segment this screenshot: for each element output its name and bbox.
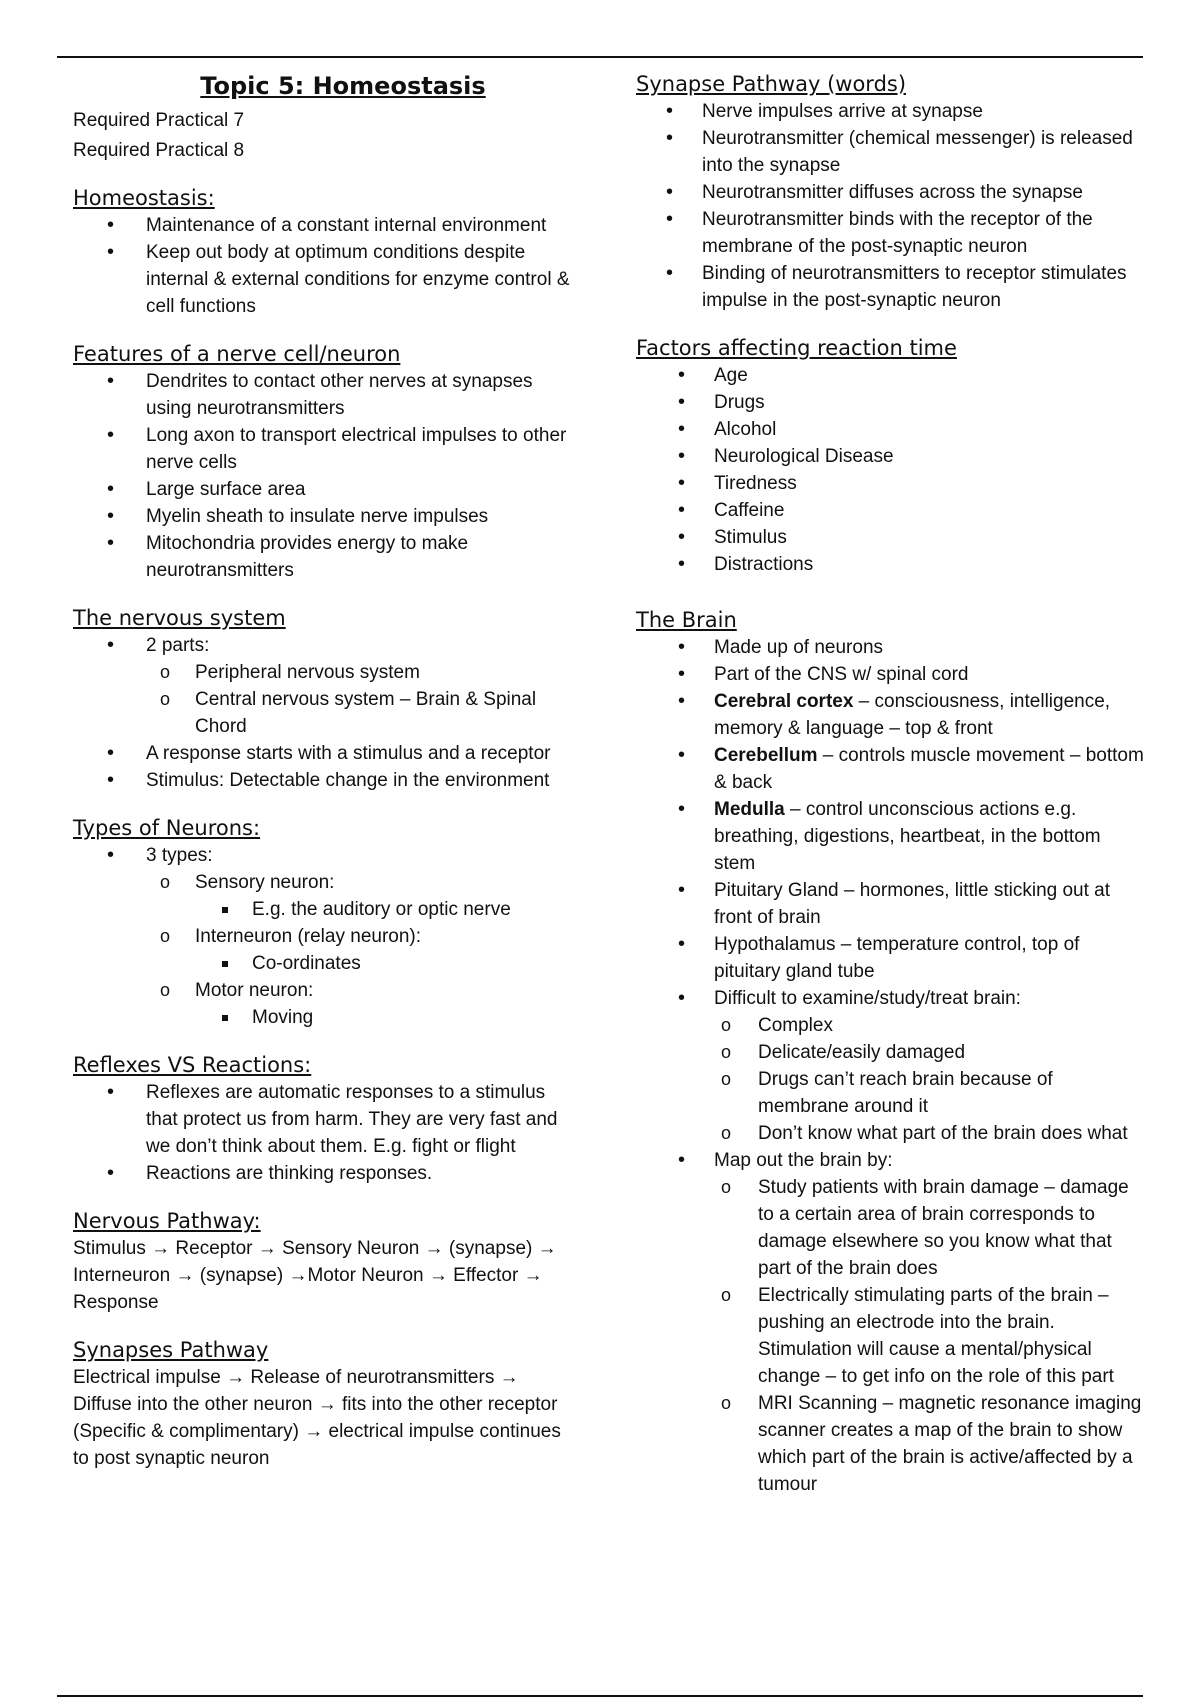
brain-heading: The Brain — [636, 608, 737, 632]
factors-section — [636, 334, 1146, 578]
factors-heading: Factors affecting reaction time — [636, 336, 957, 360]
list-item: • Hypothalamus – temperature control, top of pituitary gland tube — [636, 931, 1146, 985]
list-item: • Maintenance of a constant internal environment — [73, 212, 573, 239]
list-item: • Distractions — [636, 551, 1146, 578]
required-practical-7: Required Practical 7 — [73, 110, 245, 131]
list-item: • Neurotransmitter (chemical messenger) is released into the synapse — [624, 125, 1146, 179]
cerebellum-term: Cerebellum — [714, 745, 818, 766]
sub-list-item: o Study patients with brain damage – damage to a certain area of brain corresponds to damage elsewhere so you know what that part of the brain does — [714, 1174, 1146, 1282]
list-item: • A response starts with a stimulus and a receptor — [73, 740, 573, 767]
sub-list-item: o MRI Scanning – magnetic resonance imaging scanner creates a map of the brain to show which part of the brain is active/affected by a tumour — [714, 1390, 1146, 1498]
required-practical-8: Required Practical 8 — [73, 140, 245, 161]
sub-list-item: o Complex — [714, 1012, 1146, 1039]
list-item: • Binding of neurotransmitters to receptor stimulates impulse in the post-synaptic neuron — [624, 260, 1146, 314]
sub-list-item — [146, 923, 573, 977]
cortex-term: Cerebral cortex — [714, 691, 854, 712]
list-item — [636, 742, 1146, 796]
sub-list-item: o Central nervous system – Brain & Spinal Chord — [146, 686, 573, 740]
bottom-rule — [57, 1695, 1143, 1697]
list-item: • Long axon to transport electrical impulses to other nerve cells — [73, 422, 573, 476]
list-item: • Stimulus: Detectable change in the environment — [73, 767, 573, 794]
homeostasis-heading: Homeostasis: — [73, 186, 215, 210]
list-item — [73, 632, 573, 740]
detail-item: Moving — [195, 1004, 573, 1031]
nervous-pathway-heading: Nervous Pathway: — [73, 1209, 261, 1233]
nervous-pathway-text: Stimulus → Receptor → Sensory Neuron → (synapse) → Interneuron → (synapse) →Motor Neuron → Effector → Response — [73, 1238, 557, 1313]
sub-list-item: o Don’t know what part of the brain does what — [714, 1120, 1146, 1147]
list-item: • Nerve impulses arrive at synapse — [624, 98, 1146, 125]
nervous-system-heading: The nervous system — [73, 606, 286, 630]
list-item: • Keep out body at optimum conditions despite internal & external conditions for enzyme control & cell functions — [73, 239, 573, 320]
reflexes-heading: Reflexes VS Reactions: — [73, 1053, 312, 1077]
list-item — [636, 688, 1146, 742]
list-item: • Neurotransmitter diffuses across the synapse — [624, 179, 1146, 206]
sub-list-item: o Peripheral nervous system — [146, 659, 573, 686]
neuron-type-name: Sensory neuron: — [195, 872, 335, 893]
list-item: • Reflexes are automatic responses to a stimulus that protect us from harm. They are very fast and we don’t think about them. E.g. fight or flight — [73, 1079, 573, 1160]
synapse-words-heading: Synapse Pathway (words) — [636, 72, 907, 96]
sub-list-item — [146, 977, 573, 1031]
page-title: Topic 5: Homeostasis — [200, 72, 486, 100]
left-column — [73, 70, 573, 1492]
list-item: • Age — [636, 362, 1146, 389]
list-item: • Dendrites to contact other nerves at synapses using neurotransmitters — [73, 368, 573, 422]
list-item: • Myelin sheath to insulate nerve impulses — [73, 503, 573, 530]
list-item: • Made up of neurons — [636, 634, 1146, 661]
features-section — [73, 340, 573, 584]
cerebellum-desc: – controls muscle movement – bottom & back — [714, 745, 1144, 793]
list-item: • Stimulus — [636, 524, 1146, 551]
list-item: • Pituitary Gland – hormones, little sticking out at front of brain — [636, 877, 1146, 931]
list-item: • Large surface area — [73, 476, 573, 503]
list-item — [73, 842, 573, 1031]
detail-item: Co-ordinates — [195, 950, 573, 977]
sub-list-item: o Delicate/easily damaged — [714, 1039, 1146, 1066]
neuron-type-name: Interneuron (relay neuron): — [195, 926, 422, 947]
cortex-desc: – consciousness, intelligence, memory & language – top & front — [714, 691, 1111, 739]
list-item: • Part of the CNS w/ spinal cord — [636, 661, 1146, 688]
synapse-words-section — [636, 70, 1146, 314]
synapses-pathway-section — [73, 1336, 573, 1472]
list-item: • Neurotransmitter binds with the receptor of the membrane of the post-synaptic neuron — [624, 206, 1146, 260]
list-item — [636, 985, 1146, 1147]
list-item: • Alcohol — [636, 416, 1146, 443]
list-item: • Caffeine — [636, 497, 1146, 524]
nervous-pathway-section — [73, 1207, 573, 1316]
sub-list-item: o Drugs can’t reach brain because of membrane around it — [714, 1066, 1146, 1120]
detail-item: E.g. the auditory or optic nerve — [195, 896, 573, 923]
list-item: • Reactions are thinking responses. — [73, 1160, 573, 1187]
brain-section — [636, 606, 1146, 1498]
right-column — [636, 70, 1146, 1518]
sub-list-item: o Electrically stimulating parts of the brain – pushing an electrode into the brain. Stimulation will cause a mental/physical change – to get info on the role of this part — [714, 1282, 1146, 1390]
medulla-term: Medulla — [714, 799, 785, 820]
neuron-type-name: Motor neuron: — [195, 980, 314, 1001]
list-item: • Neurological Disease — [636, 443, 1146, 470]
difficult-label: Difficult to examine/study/treat brain: — [714, 988, 1021, 1009]
features-heading: Features of a nerve cell/neuron — [73, 342, 401, 366]
neuron-types-section — [73, 814, 573, 1031]
list-item — [636, 1147, 1146, 1498]
list-item: • Drugs — [636, 389, 1146, 416]
map-label: Map out the brain by: — [714, 1150, 893, 1171]
nervous-system-section — [73, 604, 573, 794]
types-label: 3 types: — [146, 845, 213, 866]
list-item — [636, 796, 1146, 877]
list-item: • Tiredness — [636, 470, 1146, 497]
list-item: • Mitochondria provides energy to make neurotransmitters — [73, 530, 573, 584]
homeostasis-section — [73, 184, 573, 320]
neuron-types-heading: Types of Neurons: — [73, 816, 261, 840]
reflexes-section — [73, 1051, 573, 1187]
synapses-pathway-text: Electrical impulse → Release of neurotransmitters → Diffuse into the other neuron → fits into the other receptor (Specific & complimentary) → electrical impulse continues to post synaptic neuron — [73, 1367, 561, 1469]
synapses-pathway-heading: Synapses Pathway — [73, 1338, 269, 1362]
sub-list-item — [146, 869, 573, 923]
medulla-desc: – control unconscious actions e.g. breathing, digestions, heartbeat, in the bottom stem — [714, 799, 1101, 874]
top-rule — [57, 56, 1143, 58]
parts-label: 2 parts: — [146, 635, 210, 656]
